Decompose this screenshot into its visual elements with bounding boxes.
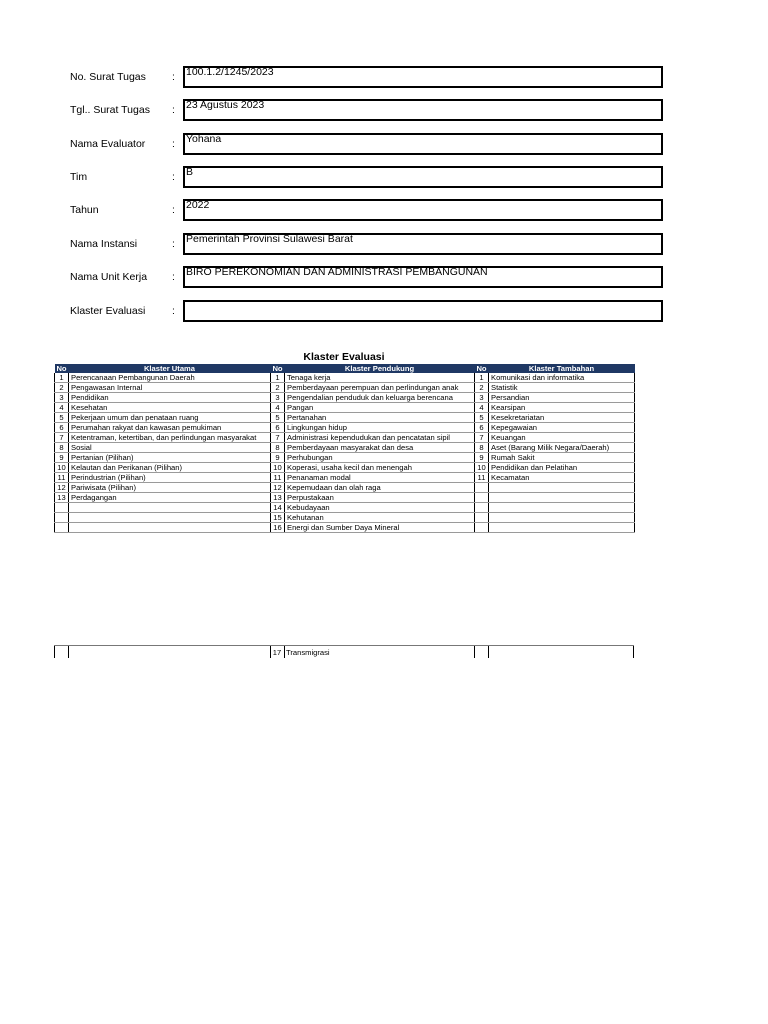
- utama-cell: [69, 513, 271, 523]
- utama-no-cell: [55, 503, 69, 513]
- colon: :: [172, 305, 175, 317]
- no-surat-label: No. Surat Tugas: [70, 71, 146, 83]
- utama-no-cell: 13: [55, 493, 69, 503]
- pendukung-no-cell: 12: [271, 483, 285, 493]
- utama-cell: Pekerjaan umum dan penataan ruang: [69, 413, 271, 423]
- tambahan-no-cell: 3: [475, 393, 489, 403]
- klaster-table-row: [55, 413, 635, 423]
- pendukung-no-cell: 7: [271, 433, 285, 443]
- utama-cell: Pendidikan: [69, 393, 271, 403]
- pendukung-no-cell: 2: [271, 383, 285, 393]
- tambahan-no-cell: 9: [475, 453, 489, 463]
- klaster-table-row: [55, 393, 635, 403]
- pendukung-cell: Pertanahan: [285, 413, 475, 423]
- pendukung-no-cell: 17: [272, 648, 282, 657]
- klaster-label: Klaster Evaluasi: [70, 305, 146, 317]
- form-row-tim: [0, 166, 768, 188]
- form-row-instansi: [0, 233, 768, 255]
- tim-field[interactable]: [183, 166, 663, 188]
- pendukung-cell: Kehutanan: [285, 513, 475, 523]
- unit-kerja-field[interactable]: [183, 266, 663, 288]
- form-row-tgl-surat: [0, 99, 768, 121]
- pendukung-cell: Pengendalian penduduk dan keluarga berencana: [285, 393, 475, 403]
- colon: :: [172, 271, 175, 283]
- tambahan-cell: [489, 513, 635, 523]
- no-surat-value: 100.1.2/1245/2023: [186, 66, 274, 78]
- instansi-label: Nama Instansi: [70, 238, 138, 250]
- pendukung-cell: Koperasi, usaha kecil dan menengah: [285, 463, 475, 473]
- tambahan-cell: Komunikasi dan informatika: [489, 373, 635, 383]
- klaster-table-row: [55, 383, 635, 393]
- cell-divider: [633, 646, 634, 658]
- tambahan-no-cell: [475, 513, 489, 523]
- tambahan-no-cell: 11: [475, 473, 489, 483]
- evaluator-label: Nama Evaluator: [70, 138, 146, 150]
- tambahan-no-cell: 7: [475, 433, 489, 443]
- header-no: No: [476, 364, 487, 373]
- tambahan-cell: Kearsipan: [489, 403, 635, 413]
- tambahan-cell: Statistik: [489, 383, 635, 393]
- pendukung-no-cell: 4: [271, 403, 285, 413]
- tgl-surat-value: 23 Agustus 2023: [186, 99, 265, 111]
- colon: :: [172, 171, 175, 183]
- tambahan-no-cell: [475, 493, 489, 503]
- form-row-klaster: [0, 300, 768, 322]
- utama-no-cell: 3: [55, 393, 69, 403]
- pendukung-no-cell: 15: [271, 513, 285, 523]
- colon: :: [172, 71, 175, 83]
- pendukung-cell: Pemberdayaan perempuan dan perlindungan anak: [285, 383, 475, 393]
- tim-value: B: [186, 166, 194, 178]
- utama-no-cell: 12: [55, 483, 69, 493]
- header-klaster-tambahan: Klaster Tambahan: [489, 364, 635, 373]
- pendukung-cell: Pemberdayaan masyarakat dan desa: [285, 443, 475, 453]
- utama-cell: Perumahan rakyat dan kawasan pemukiman: [69, 423, 271, 433]
- tgl-surat-field[interactable]: [183, 99, 663, 121]
- klaster-table-row: [55, 473, 635, 483]
- form-row-tahun: [0, 199, 768, 221]
- colon: :: [172, 138, 175, 150]
- cell-divider: [54, 646, 55, 658]
- pendukung-no-cell: 3: [271, 393, 285, 403]
- form-row-evaluator: [0, 133, 768, 155]
- utama-no-cell: 1: [55, 373, 69, 383]
- no-surat-field[interactable]: [183, 66, 663, 88]
- tambahan-cell: Aset (Barang Milik Negara/Daerah): [489, 443, 635, 453]
- pendukung-cell: Kebudayaan: [285, 503, 475, 513]
- unit-kerja-value: BIRO PEREKONOMIAN DAN ADMINISTRASI PEMBANGUNAN: [186, 266, 488, 278]
- pendukung-no-cell: 5: [271, 413, 285, 423]
- pendukung-cell: Penanaman modal: [285, 473, 475, 483]
- utama-cell: Pariwisata (Pilihan): [69, 483, 271, 493]
- utama-cell: Perdagangan: [69, 493, 271, 503]
- instansi-field[interactable]: [183, 233, 663, 255]
- pendukung-no-cell: 13: [271, 493, 285, 503]
- klaster-header-row: [55, 364, 635, 373]
- klaster-field[interactable]: [183, 300, 663, 322]
- klaster-table-row: [55, 483, 635, 493]
- utama-cell: Kelautan dan Perikanan (Pilihan): [69, 463, 271, 473]
- tahun-label: Tahun: [70, 204, 99, 216]
- tambahan-no-cell: [475, 523, 489, 533]
- tambahan-cell: [489, 523, 635, 533]
- pendukung-no-cell: 11: [271, 473, 285, 483]
- header-no: No: [272, 364, 283, 373]
- utama-no-cell: 7: [55, 433, 69, 443]
- pendukung-cell: Pangan: [285, 403, 475, 413]
- pendukung-cell: Lingkungan hidup: [285, 423, 475, 433]
- unit-kerja-label: Nama Unit Kerja: [70, 271, 148, 283]
- evaluator-value: Yohana: [186, 133, 222, 145]
- klaster-table-row: [55, 433, 635, 443]
- utama-cell: [69, 523, 271, 533]
- tambahan-no-cell: 5: [475, 413, 489, 423]
- klaster-table-body: [55, 373, 635, 533]
- tambahan-no-cell: 1: [475, 373, 489, 383]
- header-klaster-utama: Klaster Utama: [69, 364, 271, 373]
- form-row-unit-kerja: [0, 266, 768, 288]
- tambahan-no-cell: 8: [475, 443, 489, 453]
- tahun-value: 2022: [186, 199, 210, 211]
- pendukung-cell: Perhubungan: [285, 453, 475, 463]
- utama-cell: Perindustrian (Pilihan): [69, 473, 271, 483]
- klaster-table-row: [55, 453, 635, 463]
- tambahan-no-cell: 4: [475, 403, 489, 413]
- header-no: No: [56, 364, 67, 373]
- klaster-evaluasi-table-section: [54, 350, 634, 533]
- utama-no-cell: 6: [55, 423, 69, 433]
- pendukung-cell: Kepemudaan dan olah raga: [285, 483, 475, 493]
- cell-divider: [474, 646, 475, 658]
- klaster-table-row: [55, 503, 635, 513]
- klaster-table-title: Klaster Evaluasi: [303, 351, 385, 363]
- tahun-field[interactable]: [183, 199, 663, 221]
- utama-no-cell: 10: [55, 463, 69, 473]
- tambahan-cell: Kesekretariatan: [489, 413, 635, 423]
- cell-divider: [68, 646, 69, 658]
- tambahan-cell: Kecamatan: [489, 473, 635, 483]
- klaster-table-row: [55, 423, 635, 433]
- tambahan-cell: Persandian: [489, 393, 635, 403]
- tambahan-cell: Rumah Sakit: [489, 453, 635, 463]
- colon: :: [172, 104, 175, 116]
- instansi-value: Pemerintah Provinsi Sulawesi Barat: [186, 233, 353, 245]
- pendukung-no-cell: 16: [271, 523, 285, 533]
- klaster-tail-row: [54, 645, 634, 658]
- tgl-surat-label: Tgl.. Surat Tugas: [70, 104, 150, 116]
- utama-no-cell: 8: [55, 443, 69, 453]
- tambahan-no-cell: [475, 503, 489, 513]
- utama-cell: Pertanian (Pilihan): [69, 453, 271, 463]
- utama-cell: [69, 503, 271, 513]
- tambahan-cell: Pendidikan dan Pelatihan: [489, 463, 635, 473]
- utama-no-cell: 9: [55, 453, 69, 463]
- utama-no-cell: [55, 513, 69, 523]
- pendukung-cell: Energi dan Sumber Daya Mineral: [285, 523, 475, 533]
- tambahan-cell: Keuangan: [489, 433, 635, 443]
- klaster-table-row: [55, 373, 635, 383]
- klaster-table-row: [55, 443, 635, 453]
- form-row-no-surat: [0, 66, 768, 88]
- utama-cell: Pengawasan Internal: [69, 383, 271, 393]
- klaster-table-row: [55, 523, 635, 533]
- klaster-table-row: [55, 513, 635, 523]
- tim-label: Tim: [70, 171, 88, 183]
- tambahan-no-cell: 10: [475, 463, 489, 473]
- tambahan-cell: [489, 483, 635, 493]
- pendukung-cell: Administrasi kependudukan dan pencatatan sipil: [285, 433, 475, 443]
- cell-divider: [488, 646, 489, 658]
- utama-cell: Perencanaan Pembangunan Daerah: [69, 373, 271, 383]
- utama-cell: Ketentraman, ketertiban, dan perlindungan masyarakat: [69, 433, 271, 443]
- colon: :: [172, 238, 175, 250]
- klaster-table-row: [55, 463, 635, 473]
- utama-no-cell: 11: [55, 473, 69, 483]
- klaster-table: [54, 364, 635, 533]
- utama-no-cell: 4: [55, 403, 69, 413]
- pendukung-no-cell: 10: [271, 463, 285, 473]
- pendukung-cell: Perpustakaan: [285, 493, 475, 503]
- tambahan-no-cell: 6: [475, 423, 489, 433]
- utama-cell: Kesehatan: [69, 403, 271, 413]
- utama-no-cell: 5: [55, 413, 69, 423]
- utama-no-cell: 2: [55, 383, 69, 393]
- klaster-table-row: [55, 403, 635, 413]
- utama-no-cell: [55, 523, 69, 533]
- pendukung-no-cell: 9: [271, 453, 285, 463]
- tambahan-cell: [489, 493, 635, 503]
- evaluator-field[interactable]: [183, 133, 663, 155]
- pendukung-cell: Tenaga kerja: [285, 373, 475, 383]
- utama-cell: Sosial: [69, 443, 271, 453]
- tambahan-no-cell: 2: [475, 383, 489, 393]
- cell-divider: [284, 646, 285, 658]
- tambahan-no-cell: [475, 483, 489, 493]
- header-klaster-pendukung: Klaster Pendukung: [285, 364, 475, 373]
- tambahan-cell: Kepegawaian: [489, 423, 635, 433]
- pendukung-no-cell: 1: [271, 373, 285, 383]
- pendukung-cell: Transmigrasi: [286, 648, 330, 657]
- pendukung-no-cell: 6: [271, 423, 285, 433]
- pendukung-no-cell: 14: [271, 503, 285, 513]
- klaster-table-row: [55, 493, 635, 503]
- colon: :: [172, 204, 175, 216]
- pendukung-no-cell: 8: [271, 443, 285, 453]
- tambahan-cell: [489, 503, 635, 513]
